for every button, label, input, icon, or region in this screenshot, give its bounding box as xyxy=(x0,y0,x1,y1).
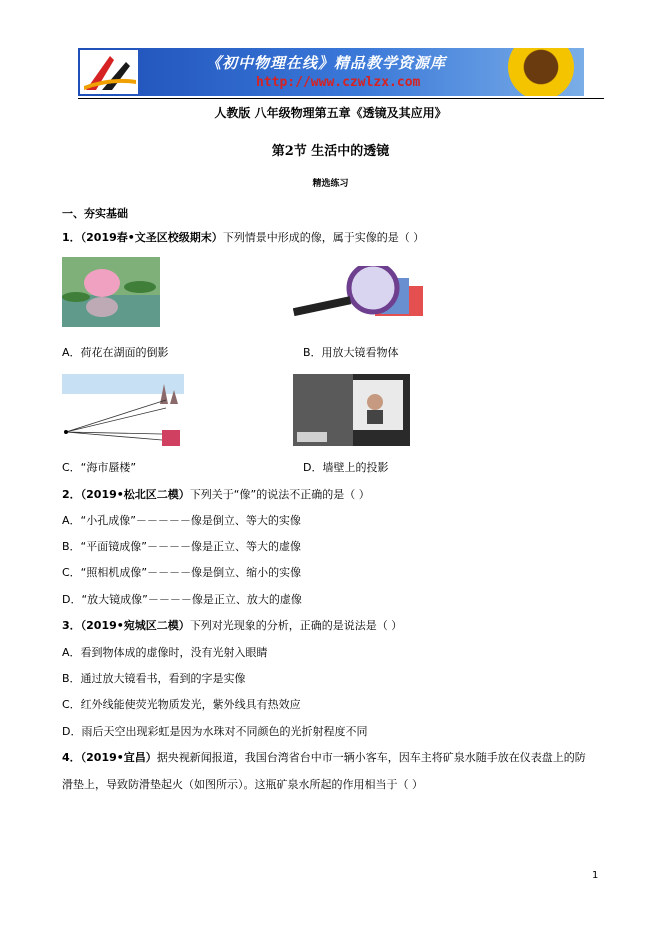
banner-url: http://www.czwlzx.com xyxy=(256,75,421,90)
subtitle: 精选练习 xyxy=(312,179,349,189)
question-2-option-a: A．“小孔成像”－－－－－像是倒立、等大的实像 xyxy=(62,514,301,527)
question-2-stem xyxy=(62,487,370,502)
question-text: 下列关于“像”的说法不正确的是（ ） xyxy=(189,488,370,501)
question-number: 2． xyxy=(62,488,81,501)
question-2-option-d: D．“放大镜成像”－－－－像是正立、放大的虚像 xyxy=(62,593,302,606)
question-3-option-b: B．通过放大镜看书，看到的字是实像 xyxy=(62,672,246,685)
section-title: 第2节 生活中的透镜 xyxy=(271,144,390,159)
question-3-option-c: C．红外线能使荧光物质发光，紫外线具有热效应 xyxy=(62,698,301,711)
question-source: （2019•松北区二模） xyxy=(80,488,190,501)
question-3-option-d: D．雨后天空出现彩虹是因为水珠对不同颜色的光折射程度不同 xyxy=(62,725,368,738)
question-1-stem xyxy=(62,230,424,245)
header-divider xyxy=(78,98,604,99)
site-logo-icon xyxy=(80,50,138,94)
question-number: 4． xyxy=(62,751,81,764)
mirage-diagram-image xyxy=(62,374,184,446)
lotus-reflection-image xyxy=(62,257,160,327)
question-text: 下列对光现象的分析，正确的是说法是（ ） xyxy=(189,619,403,632)
question-4-stem xyxy=(62,750,586,765)
banner-title: 《初中物理在线》精品教学资源库 xyxy=(206,54,447,72)
question-1-option-b: B．用放大镜看物体 xyxy=(303,346,399,359)
question-1-option-d: D．墙壁上的投影 xyxy=(303,461,389,474)
magnifier-image xyxy=(293,266,425,322)
question-number: 1． xyxy=(62,231,81,244)
question-source: （2019•宜昌） xyxy=(80,751,157,764)
question-4-stem-line-2: 滑垫上，导致防滑垫起火（如图所示）。这瓶矿泉水所起的作用相当于（ ） xyxy=(62,778,423,791)
header-banner xyxy=(78,48,584,96)
question-number: 3． xyxy=(62,619,81,632)
sunflower-icon xyxy=(508,48,574,96)
question-source: （2019春•文圣区校级期末） xyxy=(80,231,223,244)
question-text: 下列情景中形成的像，属于实像的是（ ） xyxy=(222,231,425,244)
question-source: （2019•宛城区二模） xyxy=(80,619,190,632)
question-1-option-a: A．荷花在湖面的倒影 xyxy=(62,346,169,359)
page-number: 1 xyxy=(592,870,599,881)
series-title: 人教版 八年级物理第五章《透镜及其应用》 xyxy=(214,106,447,120)
question-text: 据央视新闻报道，我国台湾省台中市一辆小客车，因车主将矿泉水随手放在仪表盘上的防 xyxy=(156,751,586,764)
question-3-option-a: A．看到物体成的虚像时，没有光射入眼睛 xyxy=(62,646,268,659)
part-heading: 一、夯实基础 xyxy=(62,207,128,220)
wall-projection-image xyxy=(293,374,410,446)
question-1-option-c: C．“海市蜃楼” xyxy=(62,461,137,474)
question-3-stem xyxy=(62,618,402,633)
question-2-option-c: C．“照相机成像”－－－－像是倒立、缩小的实像 xyxy=(62,566,302,579)
question-2-option-b: B．“平面镜成像”－－－－像是正立、等大的虚像 xyxy=(62,540,301,553)
